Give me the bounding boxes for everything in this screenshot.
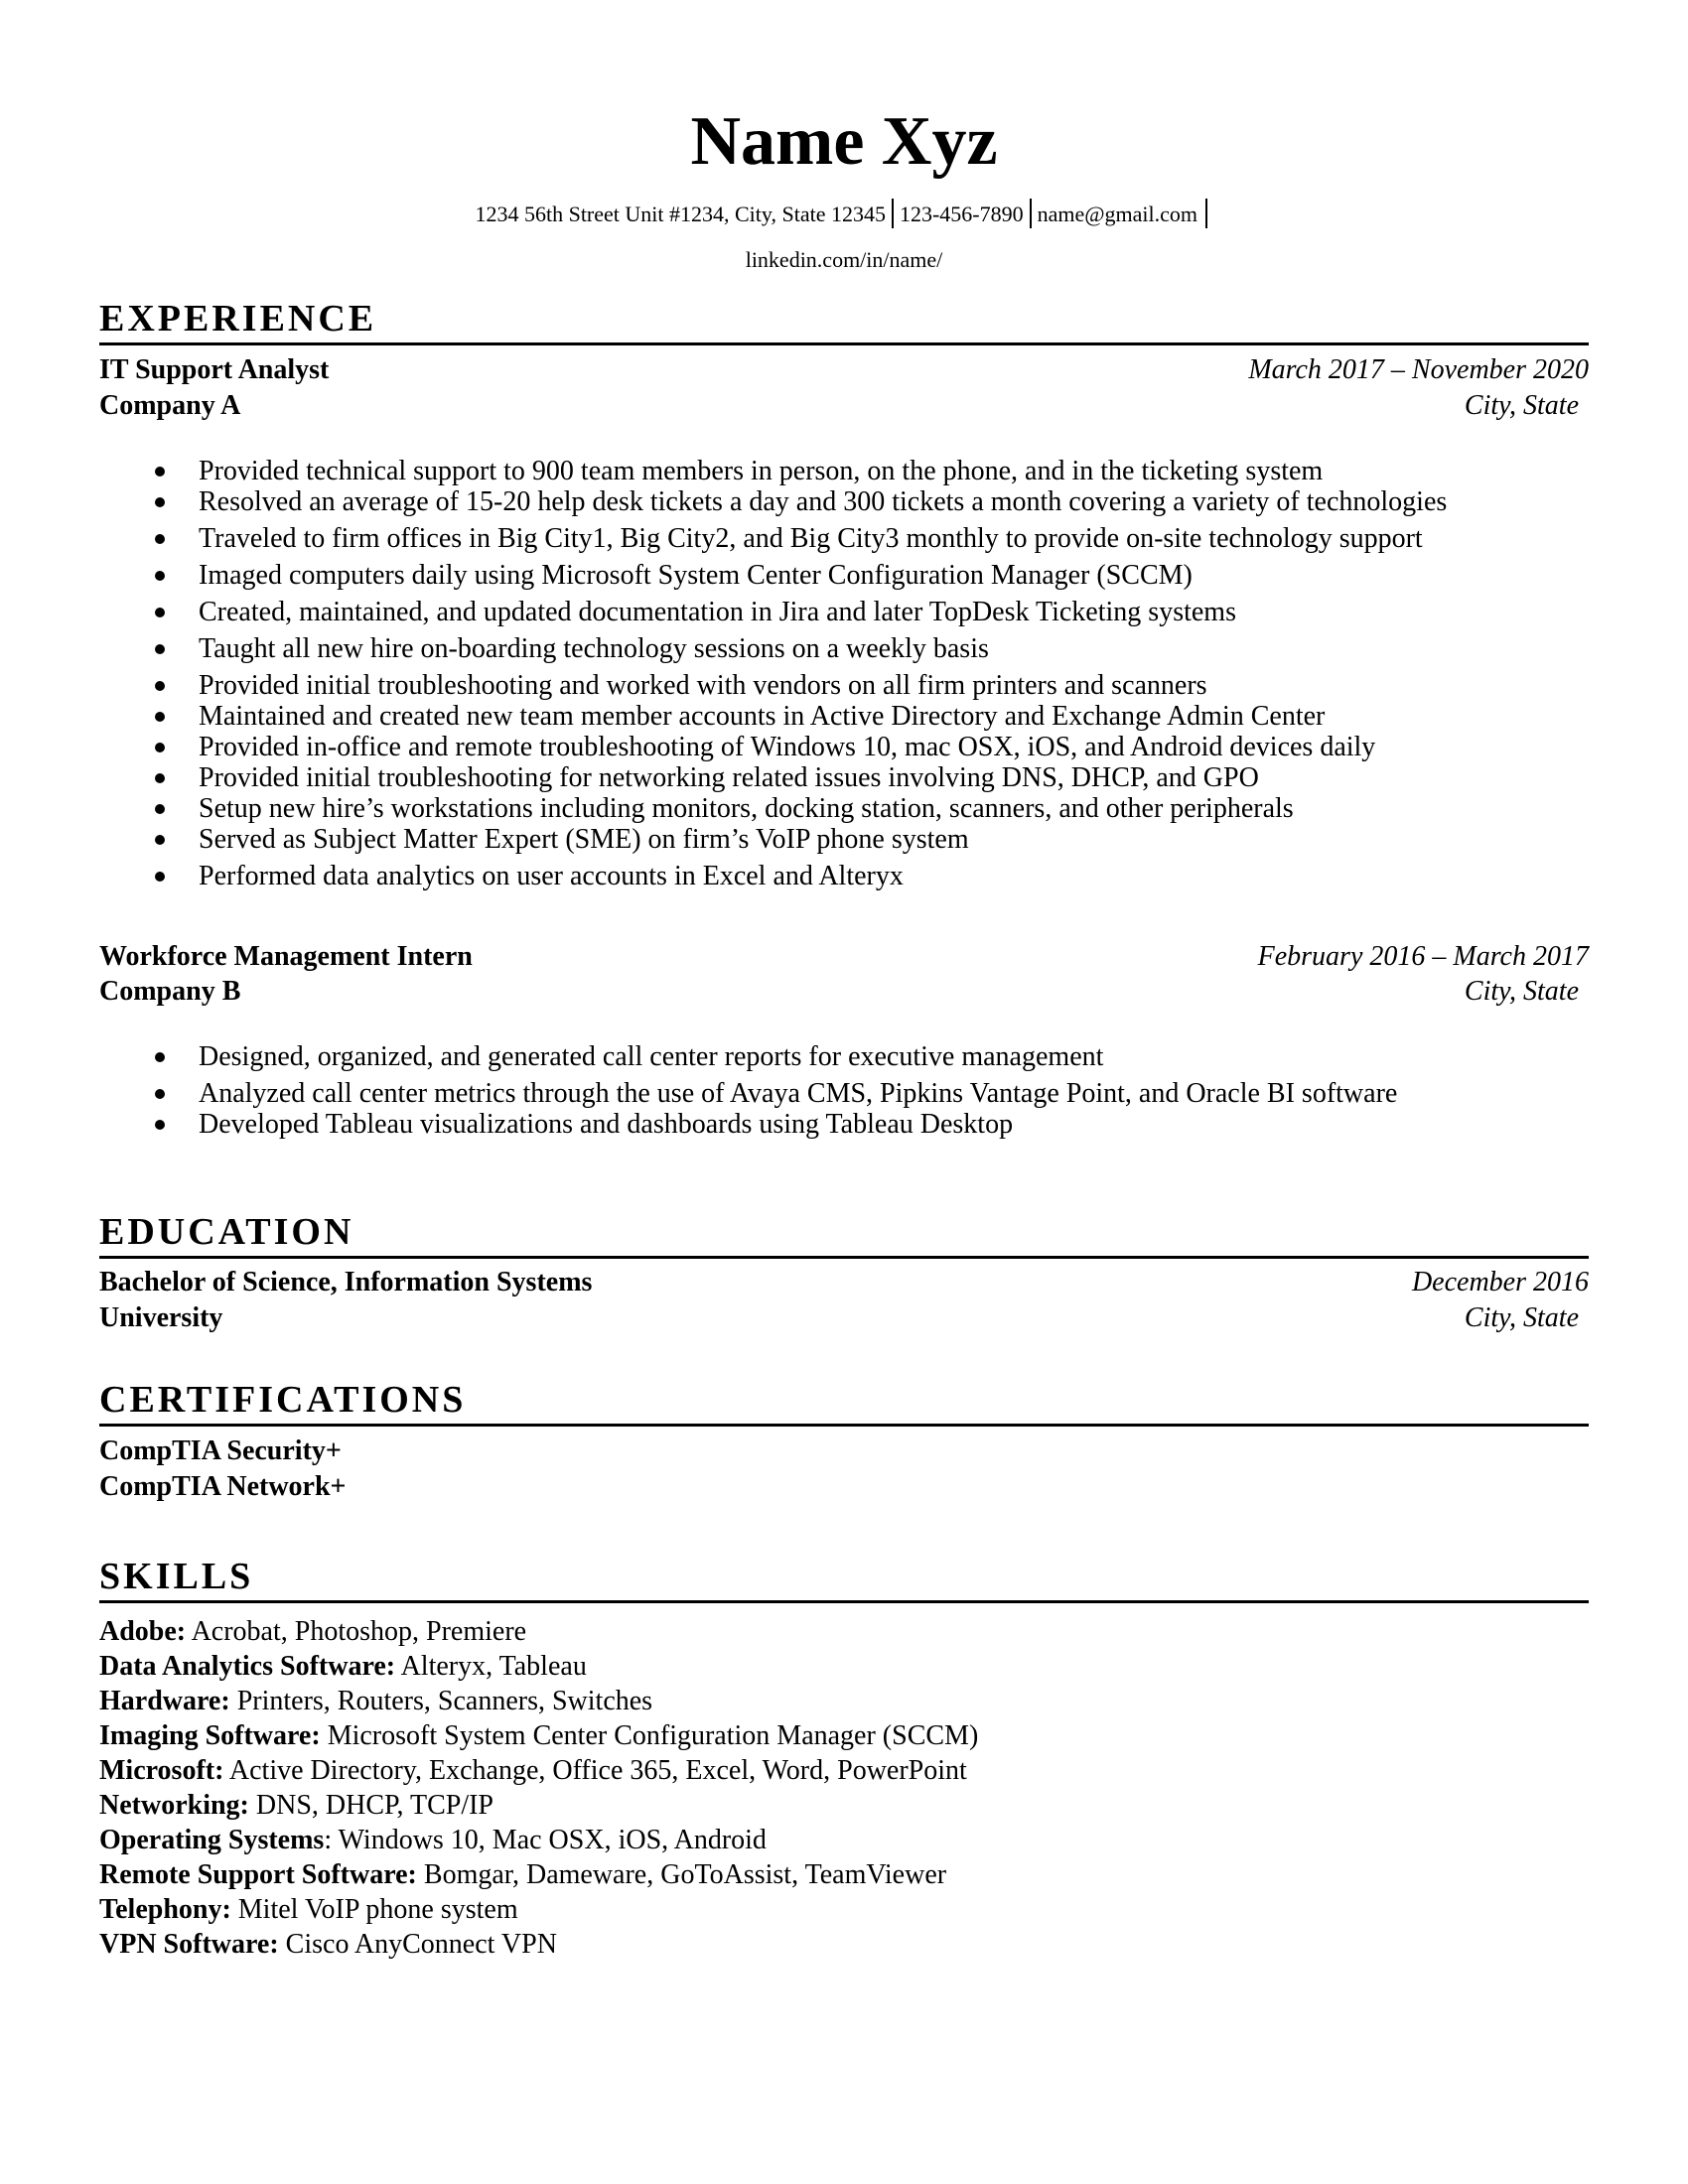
job-company: Company A: [99, 390, 241, 421]
bullet-icon: [155, 534, 165, 544]
list-item: Analyzed call center metrics through the use of Avaya CMS, Pipkins Vantage Point, and Oracle BI software: [199, 1080, 1397, 1108]
bullet-icon: [155, 773, 165, 783]
certifications-heading: CERTIFICATIONS: [99, 1379, 467, 1421]
graduation-date: December 2016: [1411, 1267, 1589, 1297]
school: University: [99, 1302, 223, 1333]
section-divider: [99, 1600, 1589, 1603]
skill-row: Operating Systems: Windows 10, Mac OSX, iOS, Android: [99, 1825, 767, 1855]
skill-row: Microsoft: Active Directory, Exchange, Office 365, Excel, Word, PowerPoint: [99, 1755, 967, 1786]
skill-row: Data Analytics Software: Alteryx, Tableau: [99, 1651, 587, 1682]
bullet-icon: [155, 1120, 165, 1130]
list-item: Traveled to firm offices in Big City1, Big City2, and Big City3 monthly to provide on-site technology support: [199, 525, 1423, 553]
bullet-icon: [155, 872, 165, 882]
bullet-icon: [155, 1052, 165, 1062]
list-item: Provided in-office and remote troubleshooting of Windows 10, mac OSX, iOS, and Android devices daily: [199, 734, 1375, 761]
job-role: Workforce Management Intern: [99, 941, 473, 972]
bullet-icon: [155, 467, 165, 477]
skill-row: Remote Support Software: Bomgar, Dameware, GoToAssist, TeamViewer: [99, 1859, 947, 1890]
job-role: IT Support Analyst: [99, 354, 330, 385]
separator: [892, 199, 894, 228]
list-item: Served as Subject Matter Expert (SME) on firm’s VoIP phone system: [199, 826, 969, 854]
job-location: City, State: [1464, 976, 1579, 1007]
address: 1234 56th Street Unit #1234, City, State 12345: [475, 202, 886, 226]
list-item: Designed, organized, and generated call center reports for executive management: [199, 1043, 1103, 1071]
skill-row: Networking: DNS, DHCP, TCP/IP: [99, 1790, 493, 1821]
list-item: Provided initial troubleshooting for networking related issues involving DNS, DHCP, and GPO: [199, 764, 1259, 792]
education-heading: EDUCATION: [99, 1211, 354, 1253]
bullet-icon: [155, 835, 165, 845]
degree: Bachelor of Science, Information Systems: [99, 1267, 593, 1297]
list-item: Taught all new hire on-boarding technology sessions on a weekly basis: [199, 635, 989, 663]
list-item: Setup new hire’s workstations including monitors, docking station, scanners, and other peripherals: [199, 795, 1294, 823]
list-item: Developed Tableau visualizations and dashboards using Tableau Desktop: [199, 1111, 1013, 1139]
job-dates: February 2016 – March 2017: [1257, 941, 1589, 972]
bullet-icon: [155, 712, 165, 722]
separator: [1205, 199, 1207, 228]
certification-item: CompTIA Network+: [99, 1471, 347, 1502]
bullet-icon: [155, 644, 165, 654]
bullet-icon: [155, 743, 165, 752]
list-item: Provided technical support to 900 team members in person, on the phone, and in the ticketing system: [199, 458, 1323, 485]
list-item: Maintained and created new team member accounts in Active Directory and Exchange Admin Center: [199, 703, 1325, 731]
experience-heading: EXPERIENCE: [99, 298, 377, 340]
list-item: Created, maintained, and updated documentation in Jira and later TopDesk Ticketing systems: [199, 599, 1236, 626]
bullet-icon: [155, 608, 165, 617]
section-divider: [99, 1256, 1589, 1259]
section-divider: [99, 1424, 1589, 1427]
skills-heading: SKILLS: [99, 1556, 254, 1597]
separator: [1030, 199, 1032, 228]
skill-row: Adobe: Acrobat, Photoshop, Premiere: [99, 1616, 527, 1647]
bullet-icon: [155, 1089, 165, 1099]
list-item: Provided initial troubleshooting and worked with vendors on all firm printers and scanners: [199, 672, 1207, 700]
phone: 123-456-7890: [899, 202, 1024, 226]
certification-item: CompTIA Security+: [99, 1435, 342, 1466]
contact-line: [0, 199, 1688, 228]
skill-row: VPN Software: Cisco AnyConnect VPN: [99, 1929, 557, 1960]
email: name@gmail.com: [1037, 202, 1198, 226]
bullet-icon: [155, 804, 165, 814]
bullet-icon: [155, 497, 165, 507]
section-divider: [99, 342, 1589, 345]
bullet-icon: [155, 681, 165, 691]
skill-row: Telephony: Mitel VoIP phone system: [99, 1894, 518, 1925]
list-item: Performed data analytics on user accounts in Excel and Alteryx: [199, 863, 904, 890]
linkedin-url: linkedin.com/in/name/: [745, 247, 943, 272]
skill-row: Imaging Software: Microsoft System Center Configuration Manager (SCCM): [99, 1720, 979, 1751]
job-location: City, State: [1464, 390, 1579, 421]
skill-row: Hardware: Printers, Routers, Scanners, Switches: [99, 1686, 653, 1716]
job-company: Company B: [99, 976, 241, 1007]
list-item: Imaged computers daily using Microsoft System Center Configuration Manager (SCCM): [199, 562, 1193, 590]
candidate-name: Name Xyz: [690, 103, 998, 180]
job-dates: March 2017 – November 2020: [1248, 354, 1589, 385]
bullet-icon: [155, 571, 165, 581]
linkedin-line: [0, 249, 1688, 271]
list-item: Resolved an average of 15-20 help desk tickets a day and 300 tickets a month covering a variety of technologies: [199, 488, 1447, 516]
school-location: City, State: [1464, 1302, 1579, 1333]
